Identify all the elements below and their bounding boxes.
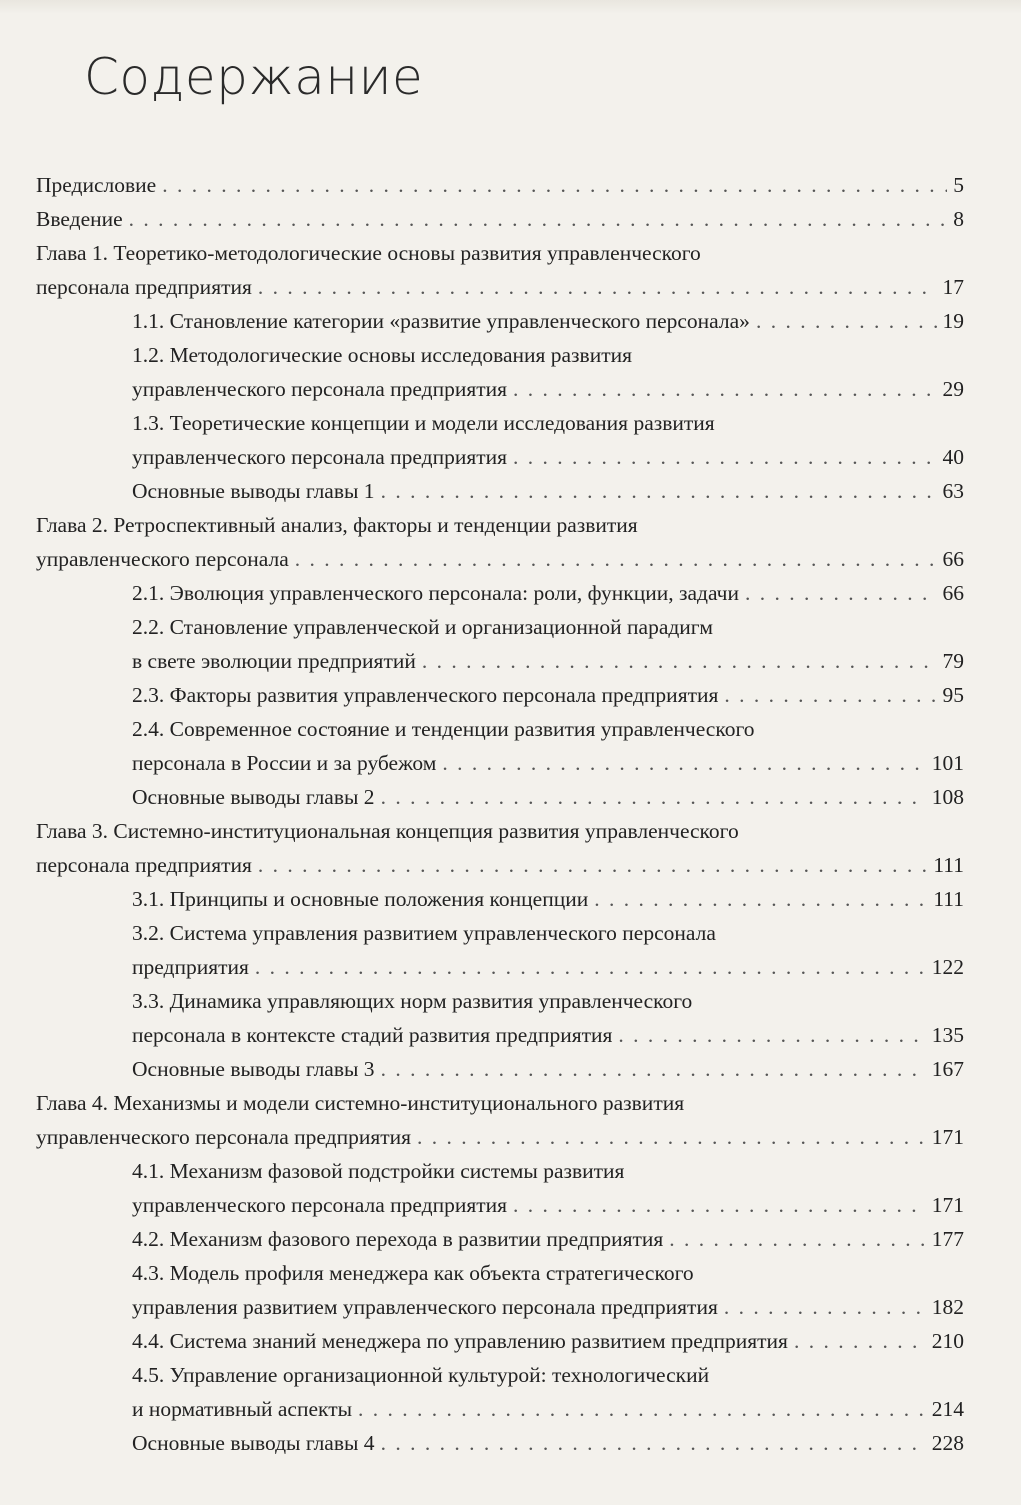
toc-entry-text: управленческого персонала предприятия — [36, 1125, 412, 1149]
toc-page-number: 171 — [931, 1125, 964, 1149]
toc-entry — [36, 814, 964, 882]
toc-page-number: 63 — [942, 479, 964, 503]
toc-entry — [36, 1222, 964, 1256]
toc-line — [36, 1086, 964, 1120]
toc-page-number: 111 — [933, 887, 964, 911]
toc-line — [36, 1222, 964, 1256]
toc-entry-text: 1.3. Теоретические концепции и модели исследования развития — [132, 411, 715, 435]
toc-line — [36, 746, 964, 780]
toc-entry-text: 2.3. Факторы развития управленческого персонала предприятия — [132, 683, 719, 707]
toc-line — [36, 1392, 964, 1426]
dot-leader — [513, 440, 936, 474]
toc-entry — [36, 780, 964, 814]
toc-page-number: 210 — [931, 1329, 964, 1353]
dot-leader — [724, 678, 936, 712]
toc-line — [36, 406, 964, 440]
toc-line — [36, 576, 964, 610]
dot-leader — [129, 202, 948, 236]
toc-entry — [36, 882, 964, 916]
toc-entry-text: предприятия — [132, 955, 249, 979]
toc-line — [36, 984, 964, 1018]
toc-page-number: 108 — [931, 785, 964, 809]
dot-leader — [255, 950, 926, 984]
toc-entry-text: персонала в контексте стадий развития предприятия — [132, 1023, 613, 1047]
toc-line — [36, 474, 964, 508]
dot-leader — [724, 1290, 926, 1324]
toc-entry-text: 2.1. Эволюция управленческого персонала: роли, функции, задачи — [132, 581, 739, 605]
toc-page-number: 177 — [931, 1227, 964, 1251]
toc-line — [36, 916, 964, 950]
toc-entry-text: управленческого персонала предприятия — [132, 1193, 508, 1217]
dot-leader — [162, 168, 947, 202]
toc-line — [36, 338, 964, 372]
dot-leader — [745, 576, 937, 610]
toc-line — [36, 1188, 964, 1222]
dot-leader — [358, 1392, 926, 1426]
toc-entry-text: управленческого персонала — [36, 547, 289, 571]
toc-entry-text: Основные выводы главы 1 — [132, 479, 375, 503]
toc-entry-text: 3.1. Принципы и основные положения концепции — [132, 887, 589, 911]
toc-page-number: 167 — [931, 1057, 964, 1081]
dot-leader — [295, 542, 937, 576]
toc-page-number: 29 — [942, 377, 964, 401]
toc-entry-text: Глава 4. Механизмы и модели системно-институционального развития — [36, 1091, 685, 1115]
toc-entry — [36, 1256, 964, 1324]
toc-entry-text: 4.3. Модель профиля менеджера как объекта стратегического — [132, 1261, 694, 1285]
toc-page-number: 8 — [953, 207, 964, 231]
dot-leader — [794, 1324, 926, 1358]
toc-entry — [36, 610, 964, 678]
toc-entry — [36, 678, 964, 712]
toc-entry — [36, 474, 964, 508]
toc-line — [36, 848, 964, 882]
toc-entry-text: 4.2. Механизм фазового перехода в развитии предприятия — [132, 1227, 664, 1251]
toc-line — [36, 1324, 964, 1358]
toc-entry — [36, 1358, 964, 1426]
toc-entry-text: 1.1. Становление категории «развитие управленческого персонала» — [132, 309, 750, 333]
toc-entry — [36, 1426, 964, 1460]
toc-line — [36, 678, 964, 712]
dot-leader — [381, 780, 926, 814]
dot-leader — [513, 1188, 926, 1222]
toc-line — [36, 1290, 964, 1324]
toc-entry — [36, 1324, 964, 1358]
page-top-edge — [0, 0, 1021, 14]
dot-leader — [594, 882, 927, 916]
toc-line — [36, 270, 964, 304]
toc-page-number: 101 — [931, 751, 964, 775]
toc-line — [36, 1120, 964, 1154]
toc-page-number: 79 — [942, 649, 964, 673]
toc-page-number: 19 — [942, 309, 964, 333]
dot-leader — [381, 474, 937, 508]
dot-leader — [381, 1426, 926, 1460]
toc-entry-text: 1.2. Методологические основы исследования развития — [132, 343, 633, 367]
toc-page-number: 122 — [931, 955, 964, 979]
toc-entry — [36, 304, 964, 338]
dot-leader — [258, 270, 937, 304]
toc-entry-text: персонала в России и за рубежом — [132, 751, 437, 775]
toc-entry — [36, 508, 964, 576]
table-of-contents — [36, 168, 964, 1460]
toc-entry-text: Глава 3. Системно-институциональная концепция развития управленческого — [36, 819, 739, 843]
toc-entry-text: Предисловие — [36, 173, 157, 197]
dot-leader — [618, 1018, 925, 1052]
toc-line — [36, 542, 964, 576]
toc-entry-text: 4.1. Механизм фазовой подстройки системы развития — [132, 1159, 625, 1183]
toc-entry-text: управленческого персонала предприятия — [132, 445, 508, 469]
toc-entry-text: Основные выводы главы 3 — [132, 1057, 375, 1081]
toc-line — [36, 1018, 964, 1052]
toc-entry — [36, 338, 964, 406]
toc-page-number: 111 — [933, 853, 964, 877]
dot-leader — [381, 1052, 926, 1086]
toc-line — [36, 780, 964, 814]
dot-leader — [417, 1120, 926, 1154]
toc-entry-text: персонала предприятия — [36, 275, 252, 299]
toc-entry-text: управленческого персонала предприятия — [132, 377, 508, 401]
toc-line — [36, 168, 964, 202]
toc-line — [36, 1052, 964, 1086]
toc-entry — [36, 236, 964, 304]
toc-entry — [36, 1154, 964, 1222]
toc-entry-text: и нормативный аспекты — [132, 1397, 353, 1421]
toc-entry-text: 4.4. Система знаний менеджера по управлению развитием предприятия — [132, 1329, 788, 1353]
toc-line — [36, 202, 964, 236]
toc-entry-text: Введение — [36, 207, 123, 231]
toc-entry — [36, 1052, 964, 1086]
toc-page-number: 17 — [942, 275, 964, 299]
toc-entry-text: 3.2. Система управления развитием управленческого персонала — [132, 921, 716, 945]
toc-entry — [36, 202, 964, 236]
toc-entry-text: Основные выводы главы 4 — [132, 1431, 375, 1455]
toc-entry — [36, 1086, 964, 1154]
toc-page-number: 66 — [942, 547, 964, 571]
toc-entry — [36, 168, 964, 202]
toc-line — [36, 1256, 964, 1290]
toc-line — [36, 508, 964, 542]
dot-leader — [258, 848, 927, 882]
toc-line — [36, 610, 964, 644]
toc-line — [36, 304, 964, 338]
toc-entry — [36, 576, 964, 610]
toc-line — [36, 882, 964, 916]
toc-entry-text: в свете эволюции предприятий — [132, 649, 416, 673]
toc-page-number: 5 — [953, 173, 964, 197]
toc-entry-text: 4.5. Управление организационной культурой: технологический — [132, 1363, 710, 1387]
dot-leader — [756, 304, 937, 338]
dot-leader — [422, 644, 937, 678]
toc-entry-text: Глава 2. Ретроспективный анализ, факторы и тенденции развития — [36, 513, 638, 537]
dot-leader — [669, 1222, 925, 1256]
toc-line — [36, 712, 964, 746]
toc-line — [36, 440, 964, 474]
toc-entry-text: Основные выводы главы 2 — [132, 785, 375, 809]
toc-page-number: 182 — [931, 1295, 964, 1319]
toc-entry-text: 2.4. Современное состояние и тенденции развития управленческого — [132, 717, 755, 741]
toc-line — [36, 950, 964, 984]
toc-entry — [36, 984, 964, 1052]
dot-leader — [442, 746, 925, 780]
toc-line — [36, 644, 964, 678]
toc-line — [36, 1426, 964, 1460]
toc-entry — [36, 406, 964, 474]
toc-page-number: 214 — [931, 1397, 964, 1421]
toc-line — [36, 372, 964, 406]
page-title: Содержание — [84, 48, 424, 106]
toc-entry-text: 2.2. Становление управленческой и организационной парадигм — [132, 615, 713, 639]
toc-entry-text: управления развитием управленческого персонала предприятия — [132, 1295, 718, 1319]
toc-line — [36, 1358, 964, 1392]
toc-page-number: 40 — [942, 445, 964, 469]
toc-page-number: 66 — [942, 581, 964, 605]
toc-entry — [36, 712, 964, 780]
dot-leader — [513, 372, 936, 406]
toc-line — [36, 814, 964, 848]
toc-entry-text: персонала предприятия — [36, 853, 252, 877]
toc-entry-text: 3.3. Динамика управляющих норм развития управленческого — [132, 989, 693, 1013]
toc-page-number: 95 — [942, 683, 964, 707]
toc-line — [36, 236, 964, 270]
toc-page-number: 135 — [931, 1023, 964, 1047]
toc-line — [36, 1154, 964, 1188]
toc-entry — [36, 916, 964, 984]
toc-page-number: 171 — [931, 1193, 964, 1217]
toc-entry-text: Глава 1. Теоретико-методологические основы развития управленческого — [36, 241, 701, 265]
toc-page-number: 228 — [931, 1431, 964, 1455]
